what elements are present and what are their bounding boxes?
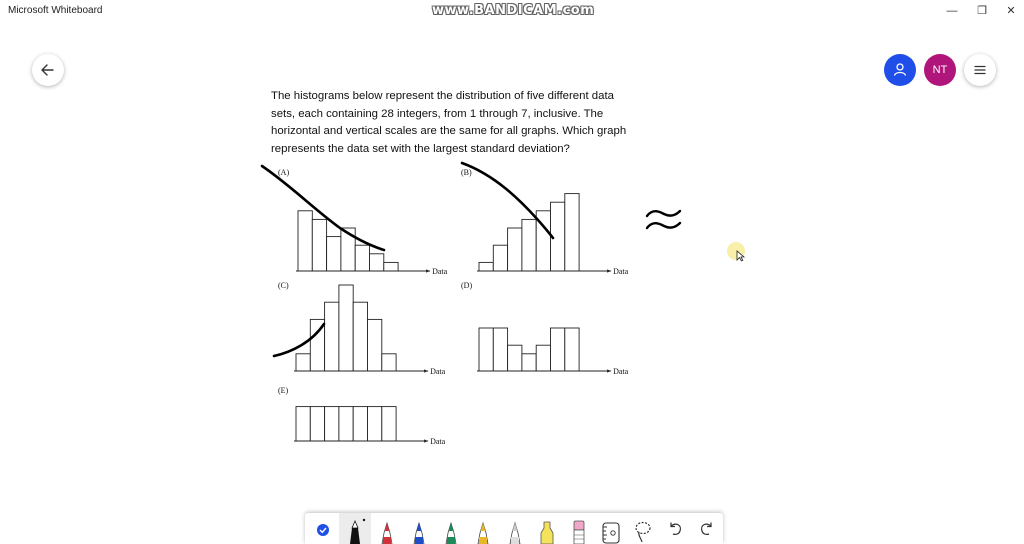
pen-black-icon: [339, 513, 371, 544]
histogram-bar: [565, 194, 579, 271]
histogram-bar: [522, 354, 536, 371]
histogram-bar: [382, 407, 396, 441]
histogram-bar: [298, 211, 312, 271]
histogram-bar: [565, 328, 579, 371]
close-button[interactable]: ✕: [1006, 5, 1016, 17]
user-avatar[interactable]: NT: [924, 54, 956, 86]
histogram-bar: [325, 302, 339, 371]
histogram-bar: [479, 262, 493, 271]
maximize-button[interactable]: ❐: [977, 5, 987, 17]
histogram-bar: [536, 345, 550, 371]
pen-gray-icon: [499, 513, 531, 544]
ink-approx-bottom: [647, 223, 680, 228]
pen-yellow-icon: [467, 513, 499, 544]
histogram-bar: [384, 262, 398, 271]
ruler-tool[interactable]: [595, 513, 627, 544]
ink-approx-top: [647, 211, 680, 216]
ruler-icon: [595, 513, 627, 544]
axis-arrow: [607, 269, 611, 272]
highlighter-icon: [531, 513, 563, 544]
watermark: www.BANDICAM.com: [432, 3, 595, 18]
question-text: The histograms below represent the distribution of five different data sets, each containing 28 integers, from 1 through 7, inclusive. The horizontal and vertical scales are the same for all graphs. Which graph represents the data set with the largest standard deviation?: [271, 90, 627, 155]
histogram-bar: [353, 302, 367, 371]
select-tool[interactable]: [307, 513, 339, 544]
histogram-bar: [368, 319, 382, 371]
axis-arrow: [426, 269, 430, 272]
histogram-bar: [296, 354, 310, 371]
histogram-bar: [355, 245, 369, 271]
axis-label: Data: [430, 367, 446, 376]
redo-icon: [691, 513, 723, 544]
histogram-label: (D): [461, 281, 473, 290]
histogram-bar: [508, 228, 522, 271]
histogram-label: (E): [278, 386, 289, 395]
histogram-bar: [368, 407, 382, 441]
histogram-b: [461, 168, 629, 276]
histogram-bar: [327, 237, 341, 271]
histogram-bar: [522, 219, 536, 271]
pen-green-tool[interactable]: [435, 513, 467, 544]
pen-blue-icon: [403, 513, 435, 544]
eraser-icon: [563, 513, 595, 544]
histogram-bar: [339, 407, 353, 441]
axis-arrow: [424, 439, 428, 442]
histogram-bar: [493, 245, 507, 271]
pen-black-tool[interactable]: [339, 513, 371, 544]
lasso-tool[interactable]: [627, 513, 659, 544]
histogram-bar: [353, 407, 367, 441]
inking-toolbar: [305, 513, 723, 544]
histogram-bar: [551, 328, 565, 371]
axis-arrow: [607, 369, 611, 372]
pen-red-tool[interactable]: [371, 513, 403, 544]
histogram-c: [278, 281, 446, 376]
undo-icon: [659, 513, 691, 544]
lasso-icon: [627, 513, 659, 544]
histogram-group: [278, 168, 629, 446]
histogram-bar: [296, 407, 310, 441]
pen-green-icon: [435, 513, 467, 544]
axis-label: Data: [613, 267, 629, 276]
histogram-bar: [339, 285, 353, 371]
check-circle-icon: [307, 513, 339, 544]
minimize-button[interactable]: —: [946, 5, 958, 17]
redo-button[interactable]: [691, 513, 723, 544]
histogram-a: [278, 168, 448, 276]
axis-label: Data: [613, 367, 629, 376]
highlighter-tool[interactable]: [531, 513, 563, 544]
histogram-bar: [325, 407, 339, 441]
histogram-label: (A): [278, 168, 290, 177]
eraser-tool[interactable]: [563, 513, 595, 544]
app-title: Microsoft Whiteboard: [8, 5, 103, 16]
histogram-bar: [370, 254, 384, 271]
histogram-bar: [382, 354, 396, 371]
axis-label: Data: [430, 437, 446, 446]
histogram-label: (C): [278, 281, 289, 290]
pen-red-icon: [371, 513, 403, 544]
axis-label: Data: [432, 267, 448, 276]
histogram-bar: [508, 345, 522, 371]
histogram-bar: [493, 328, 507, 371]
undo-button[interactable]: [659, 513, 691, 544]
axis-arrow: [424, 369, 428, 372]
histogram-bar: [479, 328, 493, 371]
histogram-label: (B): [461, 168, 472, 177]
histogram-bar: [312, 219, 326, 271]
histogram-d: [461, 281, 629, 376]
pen-blue-tool[interactable]: [403, 513, 435, 544]
histogram-e: [278, 386, 446, 446]
histogram-bar: [310, 407, 324, 441]
pen-gray-tool[interactable]: [499, 513, 531, 544]
pen-yellow-tool[interactable]: [467, 513, 499, 544]
